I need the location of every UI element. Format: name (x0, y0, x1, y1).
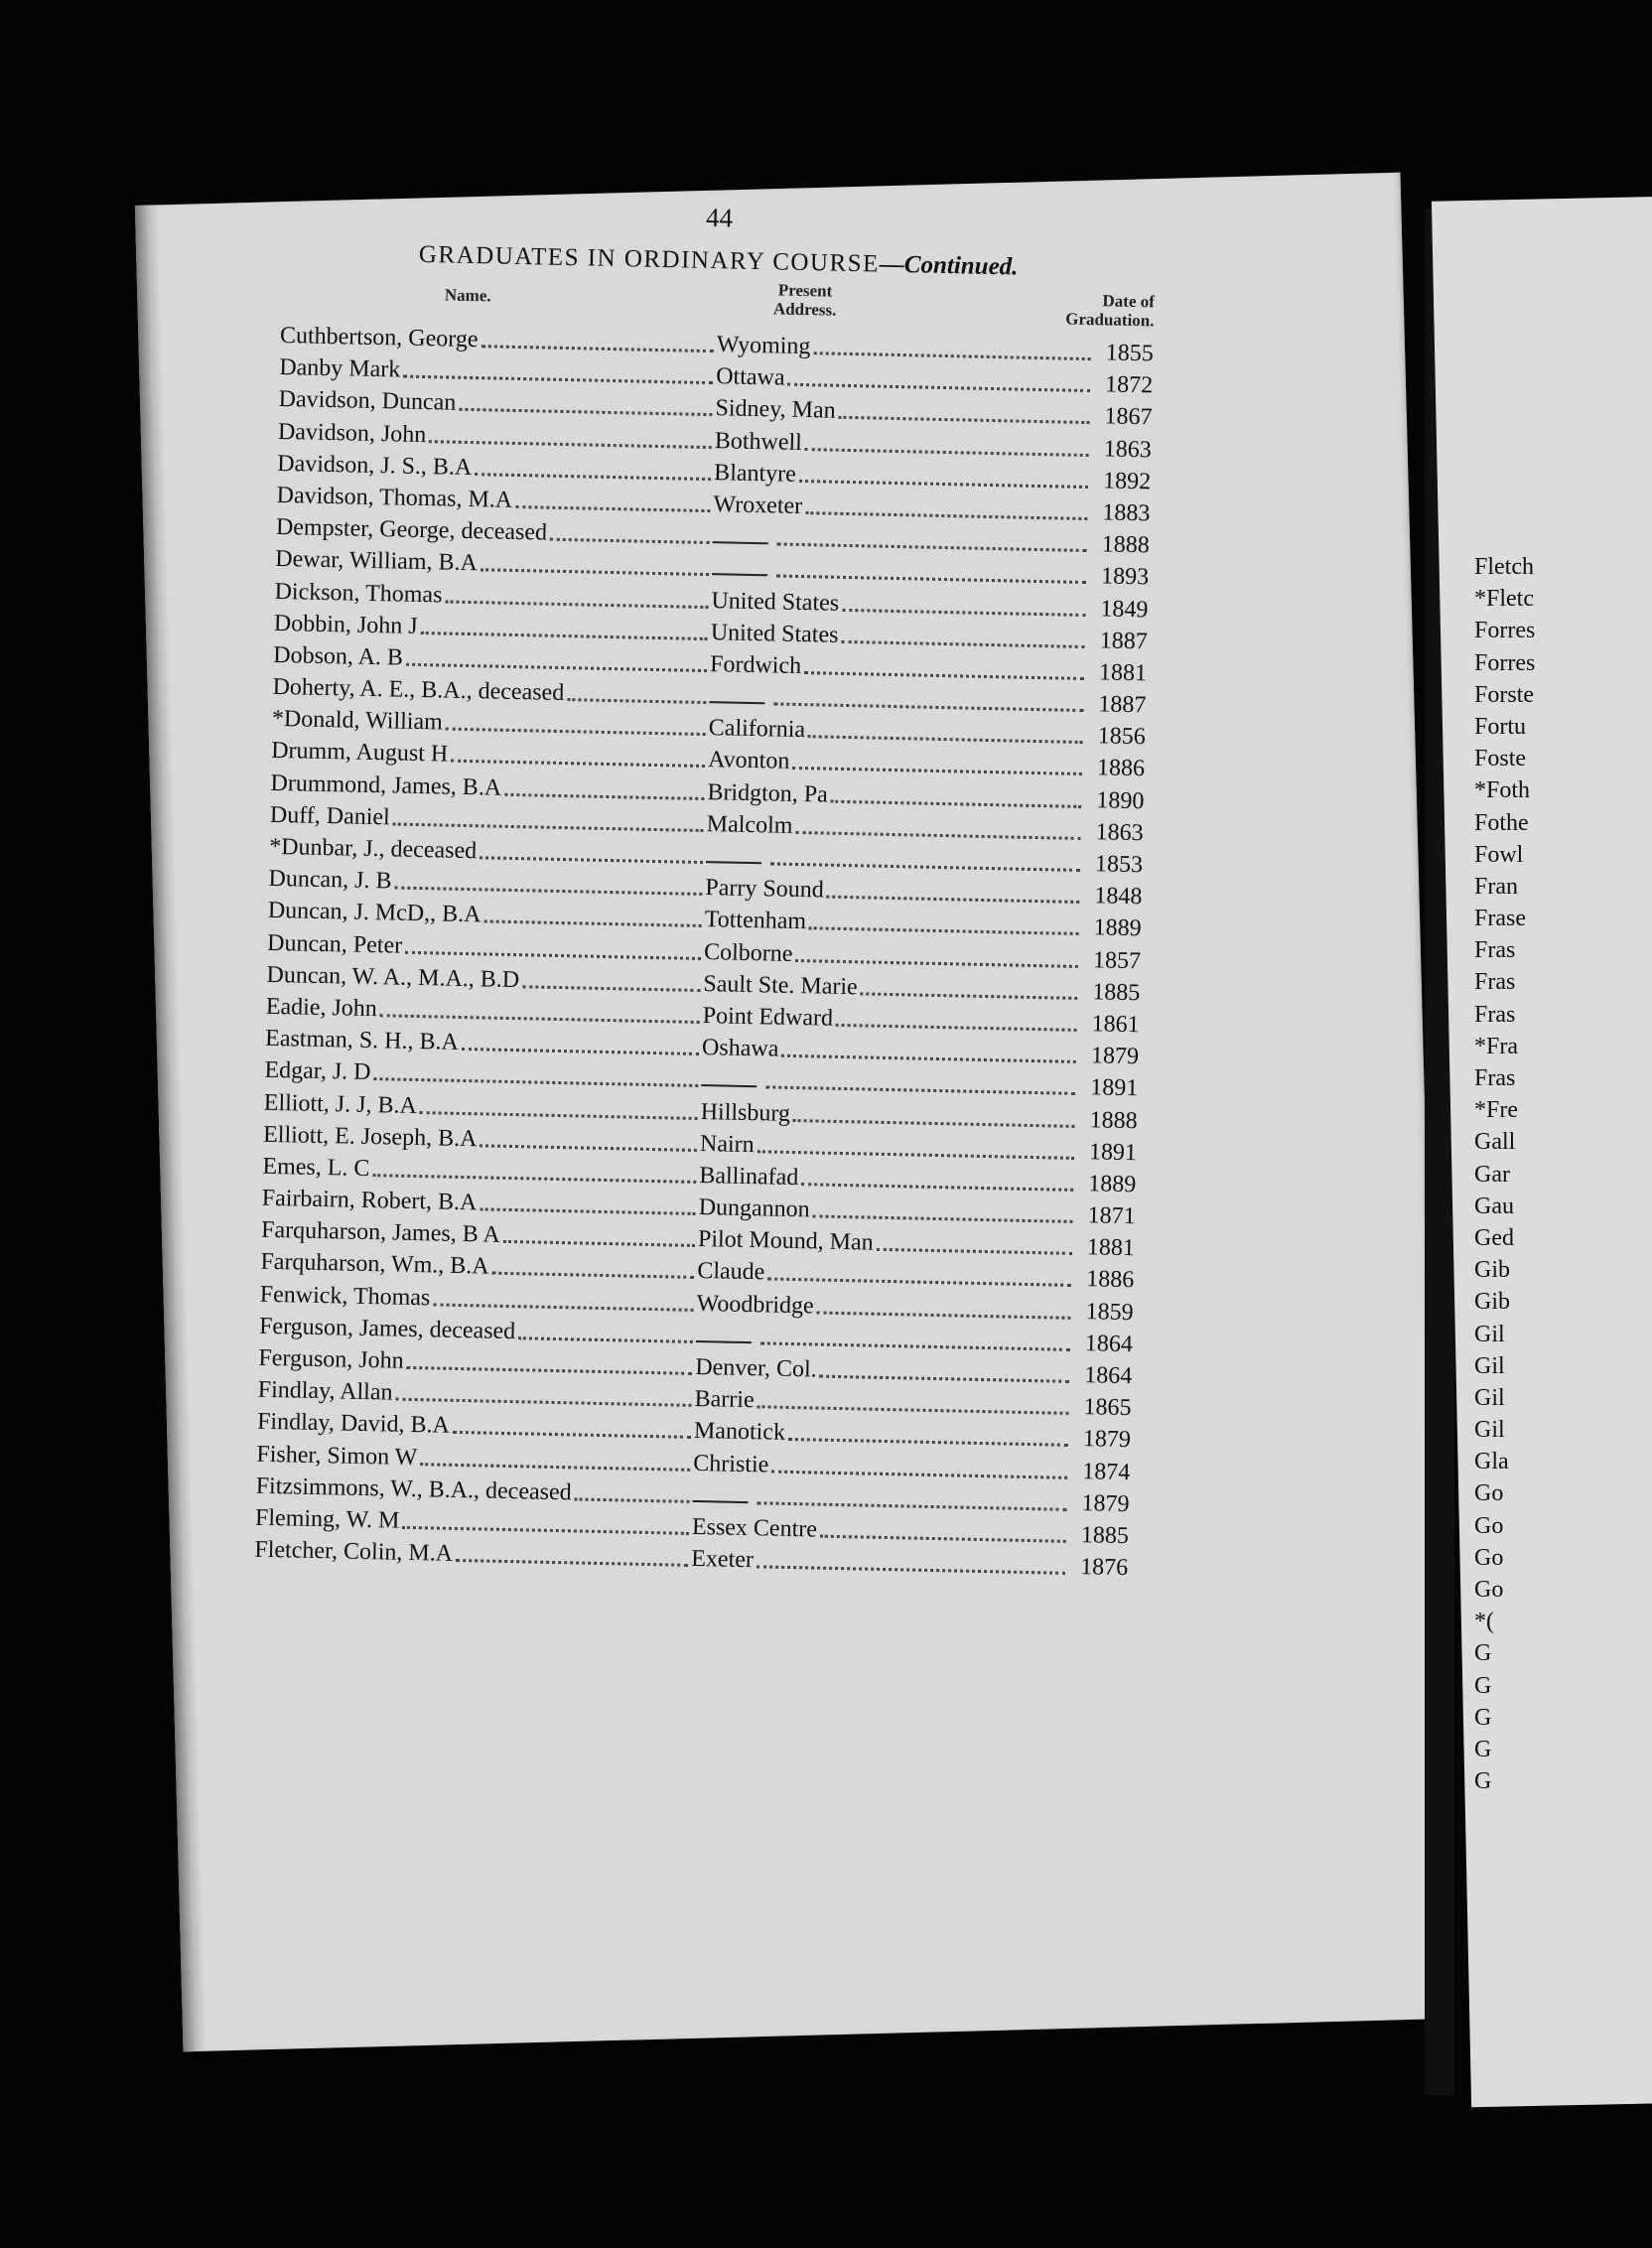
facing-page-line: Forres (1474, 649, 1536, 676)
leader-dots (518, 1328, 693, 1343)
leader-dots (480, 847, 703, 864)
leader-dots (403, 366, 713, 385)
facing-page-line: Gil (1474, 1352, 1505, 1379)
leader-dots (819, 1366, 1069, 1383)
leader-dots (420, 1454, 690, 1472)
graduate-address: United States (711, 587, 840, 617)
leader-dots (809, 918, 1079, 936)
graduate-name: Fenwick, Thomas (259, 1281, 431, 1311)
graduation-year: 1891 (1090, 1074, 1139, 1102)
graduate-address: Colborne (703, 938, 793, 967)
leader-dots (433, 1294, 694, 1311)
leader-dots (773, 694, 1083, 713)
leader-dots (522, 976, 701, 992)
leader-dots (805, 439, 1089, 457)
leader-dots (420, 623, 708, 640)
header-date (1065, 291, 1155, 331)
leader-dots (757, 1396, 1068, 1415)
leader-dots (842, 599, 1086, 616)
graduate-address: Woodbridge (696, 1290, 814, 1320)
graduate-name: Drumm, August H (270, 738, 449, 769)
graduate-name: Cuthbertson, George (279, 322, 479, 353)
graduation-year: 1879 (1082, 1426, 1132, 1454)
graduate-address (713, 520, 775, 553)
no-address-dash (706, 847, 761, 864)
graduate-address: Sault Ste. Marie (703, 970, 858, 1001)
title-continued: —Continued. (879, 250, 1019, 281)
facing-page-line: Fletch (1474, 554, 1534, 580)
graduation-year: 1883 (1102, 499, 1151, 527)
facing-page-line: Gla (1474, 1449, 1509, 1475)
leader-dots (799, 471, 1089, 489)
graduate-address (712, 552, 774, 585)
leader-dots (475, 464, 711, 481)
graduate-name: Drummond, James, B.A (270, 770, 502, 801)
no-address-dash (701, 1070, 757, 1087)
leader-dots (515, 496, 711, 512)
graduate-address: Wyoming (716, 332, 811, 360)
leader-dots (757, 1141, 1075, 1160)
graduation-year: 1891 (1088, 1138, 1138, 1166)
title-text: GRADUATES IN ORDINARY COURSE (418, 240, 881, 278)
leader-dots (804, 662, 1084, 680)
facing-page-line: *Foth (1474, 777, 1531, 804)
header-date-line2: Graduation. (1065, 309, 1155, 331)
graduate-name: Findlay, Allan (257, 1376, 393, 1406)
graduate-name: Fletcher, Colin, M.A (254, 1536, 454, 1568)
facing-page-line: Gil (1474, 1384, 1505, 1411)
graduate-address: Malcolm (706, 810, 793, 839)
facing-page-line: G (1474, 1768, 1492, 1795)
graduation-year: 1865 (1083, 1394, 1132, 1422)
graduation-year: 1863 (1095, 819, 1144, 847)
facing-page-line: *( (1474, 1609, 1494, 1635)
graduate-address (709, 680, 771, 713)
facing-page-line: Gib (1474, 1257, 1510, 1284)
graduate-name: *Donald, William (271, 706, 444, 736)
leader-dots (453, 1422, 691, 1439)
facing-page-line: *Fletc (1474, 586, 1534, 613)
facing-page-line: Fowl (1474, 841, 1524, 868)
graduation-year: 1888 (1101, 531, 1151, 559)
graduation-year: 1859 (1085, 1298, 1134, 1326)
graduate-address: United States (710, 619, 839, 648)
facing-page-line: G (1474, 1704, 1492, 1731)
leader-dots (481, 560, 710, 577)
leader-dots (445, 591, 708, 609)
leader-dots (787, 374, 1090, 392)
leader-dots (757, 1556, 1066, 1575)
graduation-year: 1887 (1098, 691, 1147, 719)
leader-dots (808, 726, 1083, 744)
graduate-address: Avonton (707, 747, 790, 775)
facing-page-line: *Fre (1474, 1097, 1518, 1124)
graduate-name: Dobbin, John J (273, 610, 418, 639)
no-address-dash (709, 687, 764, 704)
graduate-address: Nairn (699, 1130, 755, 1158)
graduate-name: Ferguson, James, deceased (258, 1313, 516, 1344)
leader-dots (801, 1174, 1073, 1192)
facing-page-line: Forres (1474, 618, 1536, 644)
graduate-address: Manotick (693, 1418, 786, 1447)
leader-dots (805, 502, 1088, 520)
graduate-name: Findlay, David, B.A (256, 1409, 451, 1440)
leader-dots (504, 783, 705, 799)
graduate-address (696, 1320, 758, 1352)
facing-page-line: Gar (1474, 1161, 1510, 1188)
graduate-name: Fairbairn, Robert, B.A (261, 1185, 478, 1216)
graduation-year: 1863 (1103, 435, 1153, 463)
graduate-address (706, 840, 768, 873)
graduation-year: 1872 (1104, 371, 1154, 399)
graduation-year: 1886 (1086, 1266, 1135, 1294)
graduate-address: Fordwich (709, 650, 802, 679)
facing-page-line: Go (1474, 1480, 1504, 1507)
graduation-year: 1890 (1096, 786, 1145, 814)
facing-page-text (1474, 551, 1535, 1797)
graduate-address: Ballinafad (699, 1162, 799, 1191)
graduation-year: 1885 (1092, 979, 1141, 1007)
facing-page-line: Gil (1474, 1321, 1505, 1347)
leader-dots (827, 887, 1080, 904)
leader-dots (776, 566, 1086, 585)
leader-dots (765, 1077, 1075, 1096)
graduate-address: Hillsburg (700, 1098, 791, 1127)
graduate-name: *Dunbar, J., deceased (268, 833, 478, 865)
facing-page-line: G (1474, 1640, 1492, 1667)
no-address-dash (692, 1486, 748, 1503)
header-date-line1: Date of (1102, 291, 1156, 312)
leader-dots (813, 343, 1091, 360)
leader-dots (503, 1231, 696, 1247)
leader-dots (420, 1102, 698, 1120)
facing-page-line: G (1474, 1672, 1492, 1699)
graduate-name: Duff, Daniel (269, 801, 390, 831)
graduate-address: Sidney, Man (715, 395, 836, 425)
leader-dots (483, 912, 702, 928)
graduate-name: Dewar, William, B.A (275, 546, 479, 577)
leader-dots (836, 1015, 1077, 1032)
graduate-name: Duncan, W. A., M.A., B.D (266, 961, 520, 993)
graduate-name: Davidson, John (277, 418, 427, 448)
header-address-line1: Present (777, 280, 833, 301)
leader-dots (781, 1046, 1076, 1063)
graduate-name: Davidson, J. S., B.A (277, 450, 473, 481)
leader-dots (393, 813, 704, 832)
graduate-name: Dickson, Thomas (274, 578, 443, 608)
facing-page-line: Go (1474, 1512, 1504, 1539)
page-content (254, 194, 1157, 1584)
leader-dots (792, 758, 1082, 775)
graduation-year: 1893 (1100, 563, 1150, 591)
leader-dots (481, 336, 714, 352)
facing-page-line: Go (1474, 1544, 1504, 1571)
leader-dots (451, 751, 705, 768)
graduate-address: Barrie (694, 1386, 755, 1414)
graduate-address (701, 1063, 763, 1096)
graduate-name: Ferguson, John (258, 1344, 404, 1374)
leader-dots (767, 1269, 1071, 1287)
leader-dots (373, 1068, 698, 1087)
facing-page-line: Gall (1474, 1129, 1516, 1156)
graduation-year: 1889 (1088, 1171, 1137, 1198)
leader-dots (817, 1302, 1071, 1319)
graduation-year: 1861 (1091, 1011, 1140, 1039)
graduation-year: 1857 (1092, 946, 1142, 974)
facing-page-line: Fothe (1474, 809, 1529, 836)
graduate-list (254, 320, 1154, 1584)
leader-dots (402, 1517, 689, 1535)
graduate-address: Oshawa (701, 1035, 779, 1062)
graduation-year: 1867 (1104, 403, 1153, 431)
graduation-year: 1886 (1096, 755, 1146, 782)
facing-page-line: Fras (1474, 937, 1516, 964)
graduate-address: Dungannon (698, 1194, 810, 1223)
graduate-address: Blantyre (713, 459, 797, 488)
header-address (740, 280, 870, 321)
leader-dots (446, 719, 706, 736)
facing-page-line: G (1474, 1736, 1492, 1762)
facing-page-line: Fras (1474, 1065, 1516, 1091)
graduate-name: Duncan, Peter (266, 929, 403, 959)
no-address-dash (712, 559, 767, 576)
leader-dots (760, 1333, 1070, 1351)
header-address-line2: Address. (772, 299, 837, 320)
graduation-year: 1864 (1084, 1330, 1134, 1357)
page-number: 44 (705, 202, 734, 233)
graduation-year: 1856 (1097, 723, 1146, 751)
leader-dots (841, 632, 1085, 648)
graduation-year: 1881 (1086, 1234, 1136, 1262)
graduate-name: Farquharson, Wm., B.A (260, 1249, 489, 1281)
graduate-name: Danby Mark (279, 354, 401, 383)
graduate-address: Exeter (691, 1546, 755, 1574)
graduate-address: Bothwell (714, 427, 803, 456)
graduate-address: Ottawa (715, 363, 785, 391)
leader-dots (567, 689, 707, 704)
graduate-address: Point Edward (702, 1002, 834, 1032)
graduation-year: 1885 (1080, 1522, 1130, 1550)
leader-dots (777, 534, 1087, 553)
header-name: Name. (444, 285, 491, 306)
leader-dots (372, 1165, 696, 1184)
graduate-name: Eastman, S. H., B.A (264, 1025, 460, 1056)
graduation-year: 1879 (1081, 1489, 1130, 1517)
graduation-year: 1874 (1081, 1458, 1131, 1485)
leader-dots (770, 853, 1080, 872)
graduate-name: Fleming, W. M (254, 1504, 400, 1534)
graduation-year: 1889 (1093, 914, 1142, 942)
facing-page-line: *Fra (1474, 1033, 1518, 1059)
graduate-name: Duncan, J. B (268, 866, 392, 895)
no-address-dash (713, 527, 768, 544)
graduate-name: Fisher, Simon W (256, 1441, 418, 1471)
leader-dots (813, 1205, 1073, 1222)
leader-dots (788, 1429, 1068, 1447)
facing-page-line: Foste (1474, 746, 1527, 773)
graduate-address: Denver, Col. (695, 1353, 817, 1383)
leader-dots (394, 878, 702, 896)
graduate-name: Doherty, A. E., B.A., deceased (272, 673, 565, 707)
graduation-year: 1849 (1100, 595, 1149, 623)
graduate-address: Christie (693, 1450, 769, 1478)
graduation-year: 1848 (1094, 883, 1143, 911)
graduate-address: Bridgton, Pa (707, 778, 829, 808)
leader-dots (771, 1461, 1067, 1478)
leader-dots (757, 1492, 1066, 1511)
graduation-year: 1864 (1083, 1362, 1133, 1390)
graduation-year: 1881 (1098, 659, 1148, 687)
graduation-year: 1855 (1105, 340, 1155, 367)
graduate-name: Dempster, George, deceased (275, 514, 548, 546)
leader-dots (831, 790, 1082, 807)
facing-page-line: Fras (1474, 1001, 1516, 1028)
graduate-address: Claude (697, 1258, 765, 1286)
graduate-name: Davidson, Duncan (278, 386, 457, 417)
facing-page-line: Fras (1474, 969, 1516, 996)
graduate-address: Essex Centre (691, 1513, 818, 1543)
graduate-name: Farquharson, James, B A (260, 1217, 501, 1249)
leader-dots (861, 983, 1078, 1000)
graduate-name: Emes, L. C (262, 1153, 370, 1182)
facing-page-line: Gau (1474, 1193, 1514, 1219)
leader-dots (550, 529, 710, 544)
facing-page-line: Gil (1474, 1417, 1505, 1444)
graduate-name: Duncan, J. McD,, B.A (267, 898, 482, 928)
graduation-year: 1892 (1102, 468, 1152, 495)
facing-page-line: Frase (1474, 906, 1526, 932)
leader-dots (480, 1198, 696, 1215)
leader-dots (795, 822, 1081, 840)
graduate-name: Dobson, A. B (272, 641, 404, 671)
graduate-name: Eadie, John (265, 993, 378, 1023)
graduate-name: Edgar, J. D (264, 1057, 371, 1086)
graduation-year: 1853 (1094, 851, 1144, 879)
facing-page-line: Fortu (1474, 713, 1527, 740)
graduate-address: Wroxeter (713, 492, 803, 519)
no-address-dash (696, 1327, 752, 1343)
leader-dots (491, 1263, 694, 1279)
leader-dots (838, 407, 1089, 424)
leader-dots (405, 941, 701, 959)
leader-dots (380, 1005, 700, 1024)
graduate-address: Pilot Mound, Man (697, 1226, 874, 1256)
leader-dots (795, 950, 1078, 968)
right-page (1432, 197, 1652, 2108)
graduate-name: Fitzsimmons, W., B.A., deceased (255, 1473, 572, 1506)
facing-page-line: Forste (1474, 681, 1534, 708)
graduation-year: 1887 (1099, 628, 1149, 655)
graduate-name: Elliott, J. J, B.A (263, 1089, 418, 1119)
leader-dots (429, 431, 712, 449)
leader-dots (459, 399, 713, 416)
graduate-address: California (708, 715, 806, 744)
leader-dots (456, 1550, 689, 1567)
facing-page-line: Go (1474, 1577, 1504, 1603)
facing-page-line: Gib (1474, 1289, 1510, 1316)
leader-dots (877, 1239, 1073, 1255)
leader-dots (820, 1526, 1066, 1543)
facing-page-line: Fran (1474, 873, 1518, 900)
graduate-address (692, 1479, 755, 1512)
leader-dots (462, 1039, 700, 1055)
leader-dots (480, 1135, 697, 1152)
graduation-year: 1871 (1087, 1202, 1136, 1230)
graduation-year: 1876 (1079, 1554, 1129, 1582)
graduate-name: Elliott, E. Joseph, B.A (262, 1121, 478, 1152)
graduate-address: Tottenham (704, 907, 807, 935)
graduate-name: Davidson, Thomas, M.A (276, 482, 513, 513)
facing-page-line: Ged (1474, 1224, 1514, 1251)
leader-dots (406, 1357, 692, 1375)
graduation-year: 1879 (1090, 1043, 1140, 1070)
leader-dots (574, 1488, 689, 1502)
leader-dots (395, 1389, 691, 1407)
graduate-address: Parry Sound (705, 875, 825, 904)
leader-dots (793, 1109, 1075, 1127)
graduation-year: 1888 (1089, 1106, 1138, 1134)
leader-dots (406, 654, 707, 672)
